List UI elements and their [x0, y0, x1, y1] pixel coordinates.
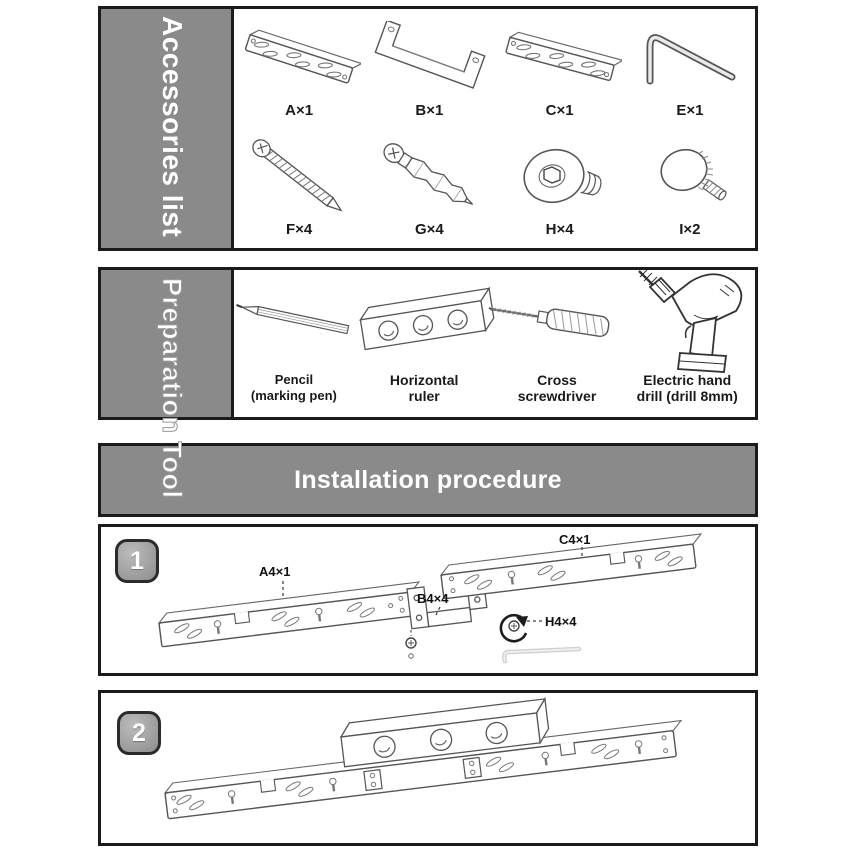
- part-label-a4: A4×1: [259, 564, 291, 579]
- tool-label-line2: screwdriver: [517, 388, 597, 404]
- accessory-item-i: [625, 129, 755, 249]
- horizontal-ruler-icon: [349, 270, 499, 372]
- installation-procedure-header: [98, 443, 758, 517]
- tool-horizontal-ruler: [354, 270, 495, 417]
- accessory-item-b: [364, 9, 494, 129]
- step-1-panel: [98, 524, 758, 676]
- pencil-icon: [229, 270, 359, 372]
- accessory-label: G×4: [414, 221, 444, 238]
- tool-electric-hand-drill: [620, 270, 755, 417]
- cross-screwdriver-icon: [482, 270, 632, 372]
- wall-anchor-g-icon: [367, 136, 491, 218]
- accessory-item-f: [234, 129, 364, 249]
- accessory-label: H×4: [545, 221, 574, 238]
- u-bracket-b-icon: [367, 21, 491, 99]
- electric-hand-drill-icon: [612, 270, 762, 372]
- accessories-section: [98, 6, 758, 251]
- tool-label-line1: Electric hand: [643, 372, 732, 388]
- tool-label-line2: (marking pen): [250, 388, 337, 403]
- accessory-label: C×1: [545, 101, 574, 119]
- step-2-assembly-diagram: [101, 693, 755, 843]
- preparation-tools-row: [234, 270, 755, 417]
- part-label-h4: H4×4: [545, 614, 577, 629]
- accessories-section-title: Accessories list: [157, 16, 188, 238]
- preparation-section: [98, 267, 758, 420]
- installation-procedure-title: Installation procedure: [294, 465, 562, 494]
- slotted-bracket-a-icon: [237, 21, 361, 99]
- accessories-grid: [234, 9, 755, 248]
- step-1-badge: 1: [115, 539, 159, 583]
- preparation-section-title: Preparation Tool: [157, 278, 187, 499]
- tool-label-line1: Pencil: [274, 372, 314, 387]
- thumb-screw-i-icon: [628, 136, 752, 218]
- accessory-item-c: [495, 9, 625, 129]
- accessory-label: I×2: [679, 221, 701, 238]
- tool-cross-screwdriver: [494, 270, 619, 417]
- accessory-label: B×1: [415, 101, 444, 119]
- accessory-label: F×4: [285, 221, 313, 238]
- tool-label-line1: Cross: [537, 372, 577, 388]
- screw-f-icon: [237, 136, 361, 218]
- accessory-item-a: [234, 9, 364, 129]
- tool-label-line2: drill (drill 8mm): [636, 388, 738, 404]
- slotted-bracket-c-icon: [498, 21, 622, 99]
- accessory-item-g: [364, 129, 494, 249]
- part-label-b4: B4×4: [417, 591, 449, 606]
- tool-pencil: [234, 270, 354, 417]
- hex-bolt-h-icon: [498, 136, 622, 218]
- step-2-panel: [98, 690, 758, 846]
- part-label-c4: C4×1: [559, 532, 591, 547]
- tool-label-line1: Horizontal: [389, 372, 459, 388]
- accessory-item-e: [625, 9, 755, 129]
- allen-key-e-icon: [628, 21, 752, 99]
- step-2-badge: 2: [117, 711, 161, 755]
- accessory-label: E×1: [676, 101, 704, 119]
- accessory-item-h: [495, 129, 625, 249]
- tool-label-line2: ruler: [408, 388, 440, 404]
- accessory-label: A×1: [285, 101, 314, 119]
